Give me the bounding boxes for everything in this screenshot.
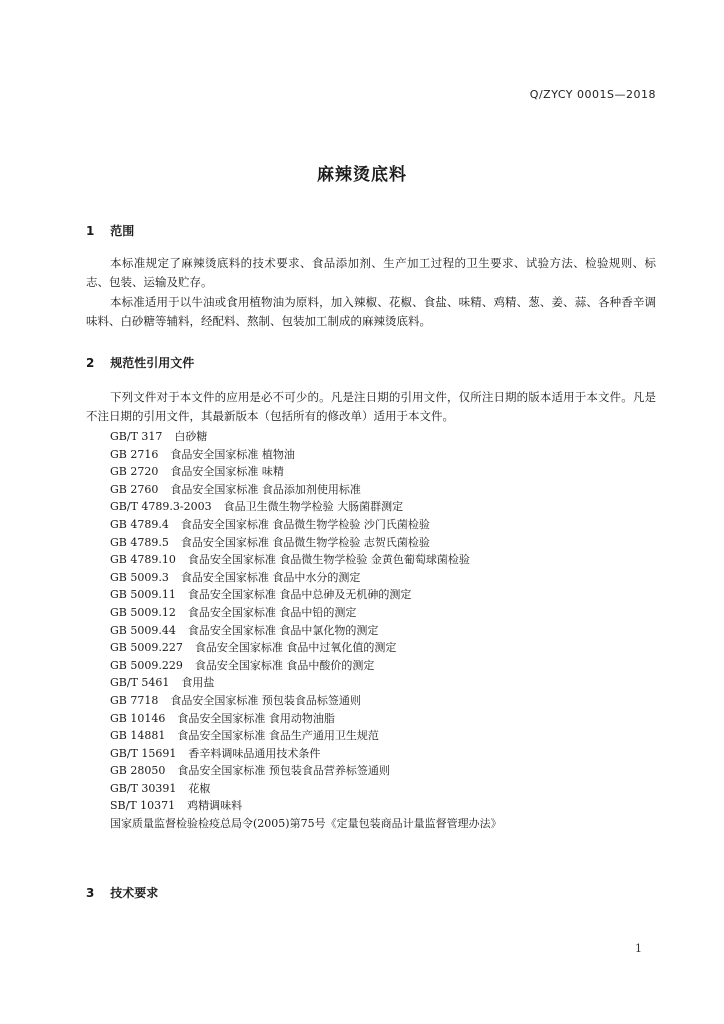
reference-title: 食品安全国家标准 食品微生物学检验 志贺氏菌检验 [180, 535, 430, 549]
reference-title: 食品安全国家标准 预包装食品营养标签通则 [177, 764, 390, 778]
reference-code: GB/T 15691 [110, 746, 177, 760]
reference-item [110, 797, 502, 815]
scope-paragraph-2: 本标准适用于以牛油或食用植物油为原料，加入辣椒、花椒、食盐、味精、鸡精、葱、姜、蒜、各种香辛调味料、白砂糖等辅料，经配料、熬制、包装加工制成的麻辣烫底料。 [86, 295, 656, 328]
reference-item [110, 428, 502, 446]
reference-item [110, 446, 502, 464]
reference-title: 食品卫生微生物学检验 大肠菌群测定 [223, 500, 404, 514]
reference-item [110, 551, 502, 569]
section-heading-technical-requirements [86, 884, 158, 901]
section-title: 规范性引用文件 [110, 356, 195, 370]
reference-item [110, 815, 502, 833]
reference-item [110, 622, 502, 640]
reference-code: GB 14881 [110, 729, 166, 743]
reference-item [110, 639, 502, 657]
reference-item [110, 657, 502, 675]
reference-item [110, 745, 502, 763]
reference-title: 食品安全国家标准 味精 [170, 465, 284, 479]
reference-item [110, 534, 502, 552]
reference-item [110, 674, 502, 692]
reference-code: GB 5009.12 [110, 605, 176, 619]
reference-code: GB 5009.229 [110, 658, 183, 672]
reference-item [110, 762, 502, 780]
reference-title: 食品安全国家标准 食品微生物学检验 金黄色葡萄球菌检验 [187, 553, 470, 567]
reference-item [110, 516, 502, 534]
reference-code: GB 7718 [110, 693, 159, 707]
reference-title: 白砂糖 [174, 430, 208, 443]
reference-title: 食品安全国家标准 食品微生物学检验 沙门氏菌检验 [180, 517, 430, 531]
reference-code: GB 4789.4 [110, 517, 169, 531]
scope-paragraph-1: 本标准规定了麻辣烫底料的技术要求、食品添加剂、生产加工过程的卫生要求、试验方法、检验规则、标志、包装、运输及贮存。 [86, 256, 656, 289]
standard-code: Q/ZYCY 0001S—2018 [529, 88, 656, 101]
reference-title: 食品安全国家标准 食用动物油脂 [177, 711, 335, 725]
reference-code: GB/T 5461 [110, 676, 170, 690]
reference-code: GB 10146 [110, 711, 166, 725]
reference-title: 食品安全国家标准 食品中铅的测定 [187, 605, 357, 619]
section-title: 范围 [110, 224, 135, 238]
reference-code: GB 2720 [110, 465, 159, 479]
reference-code: SB/T 10371 [110, 799, 176, 813]
reference-item [110, 727, 502, 745]
reference-title: 食品安全国家标准 食品中水分的测定 [180, 570, 361, 584]
reference-item [110, 780, 502, 798]
reference-title: 香辛料调味品通用技术条件 [188, 746, 321, 760]
reference-title: 花椒 [188, 781, 211, 795]
reference-title: 食品安全国家标准 食品中过氧化值的测定 [194, 641, 397, 655]
reference-code: GB 2716 [110, 447, 159, 461]
section-number: 2 [86, 356, 95, 370]
reference-code: GB 4789.5 [110, 535, 169, 549]
reference-title: 食品安全国家标准 食品添加剂使用标准 [170, 482, 361, 496]
reference-list [110, 428, 502, 833]
reference-title: 食品安全国家标准 食品中酸价的测定 [194, 658, 375, 672]
reference-code: GB 4789.10 [110, 553, 176, 567]
reference-item [110, 498, 502, 516]
reference-title: 食品安全国家标准 食品中氯化物的测定 [187, 623, 379, 637]
section-heading-scope [86, 222, 134, 239]
reference-item [110, 586, 502, 604]
section-heading-normative-references [86, 354, 194, 371]
reference-code: GB 5009.44 [110, 623, 176, 637]
references-intro: 下列文件对于本文件的应用是必不可少的。凡是注日期的引用文件，仅所注日期的版本适用于本文件。凡是不注日期的引用文件，其最新版本（包括所有的修改单）适用于本文件。 [86, 390, 656, 423]
reference-code: GB 28050 [110, 764, 166, 778]
reference-title: 食品安全国家标准 食品中总砷及无机砷的测定 [187, 588, 412, 602]
reference-code: GB/T 30391 [110, 781, 177, 795]
section-number: 3 [86, 886, 95, 900]
section-title: 技术要求 [110, 886, 159, 900]
reference-title: 食用盐 [181, 676, 215, 690]
reference-code: GB 5009.227 [110, 641, 183, 655]
reference-code: GB 5009.11 [110, 588, 176, 602]
document-title: 麻辣烫底料 [317, 165, 407, 185]
reference-title: 食品安全国家标准 植物油 [170, 447, 295, 461]
reference-item [110, 463, 502, 481]
reference-title: 食品安全国家标准 预包装食品标签通则 [170, 693, 361, 707]
reference-item [110, 569, 502, 587]
reference-code: GB/T 317 [110, 430, 163, 443]
reference-item [110, 692, 502, 710]
reference-item [110, 604, 502, 622]
reference-code: GB 5009.3 [110, 570, 169, 584]
reference-title: 鸡精调味料 [187, 799, 243, 813]
page-number: 1 [635, 942, 642, 955]
reference-item [110, 710, 502, 728]
reference-title: 食品安全国家标准 食品生产通用卫生规范 [177, 729, 379, 743]
reference-code: GB/T 4789.3-2003 [110, 500, 212, 514]
reference-title: 国家质量监督检验检疫总局令(2005)第75号《定量包装商品计量监督管理办法》 [110, 817, 502, 831]
section-number: 1 [86, 224, 95, 238]
reference-item [110, 481, 502, 499]
reference-code: GB 2760 [110, 482, 159, 496]
